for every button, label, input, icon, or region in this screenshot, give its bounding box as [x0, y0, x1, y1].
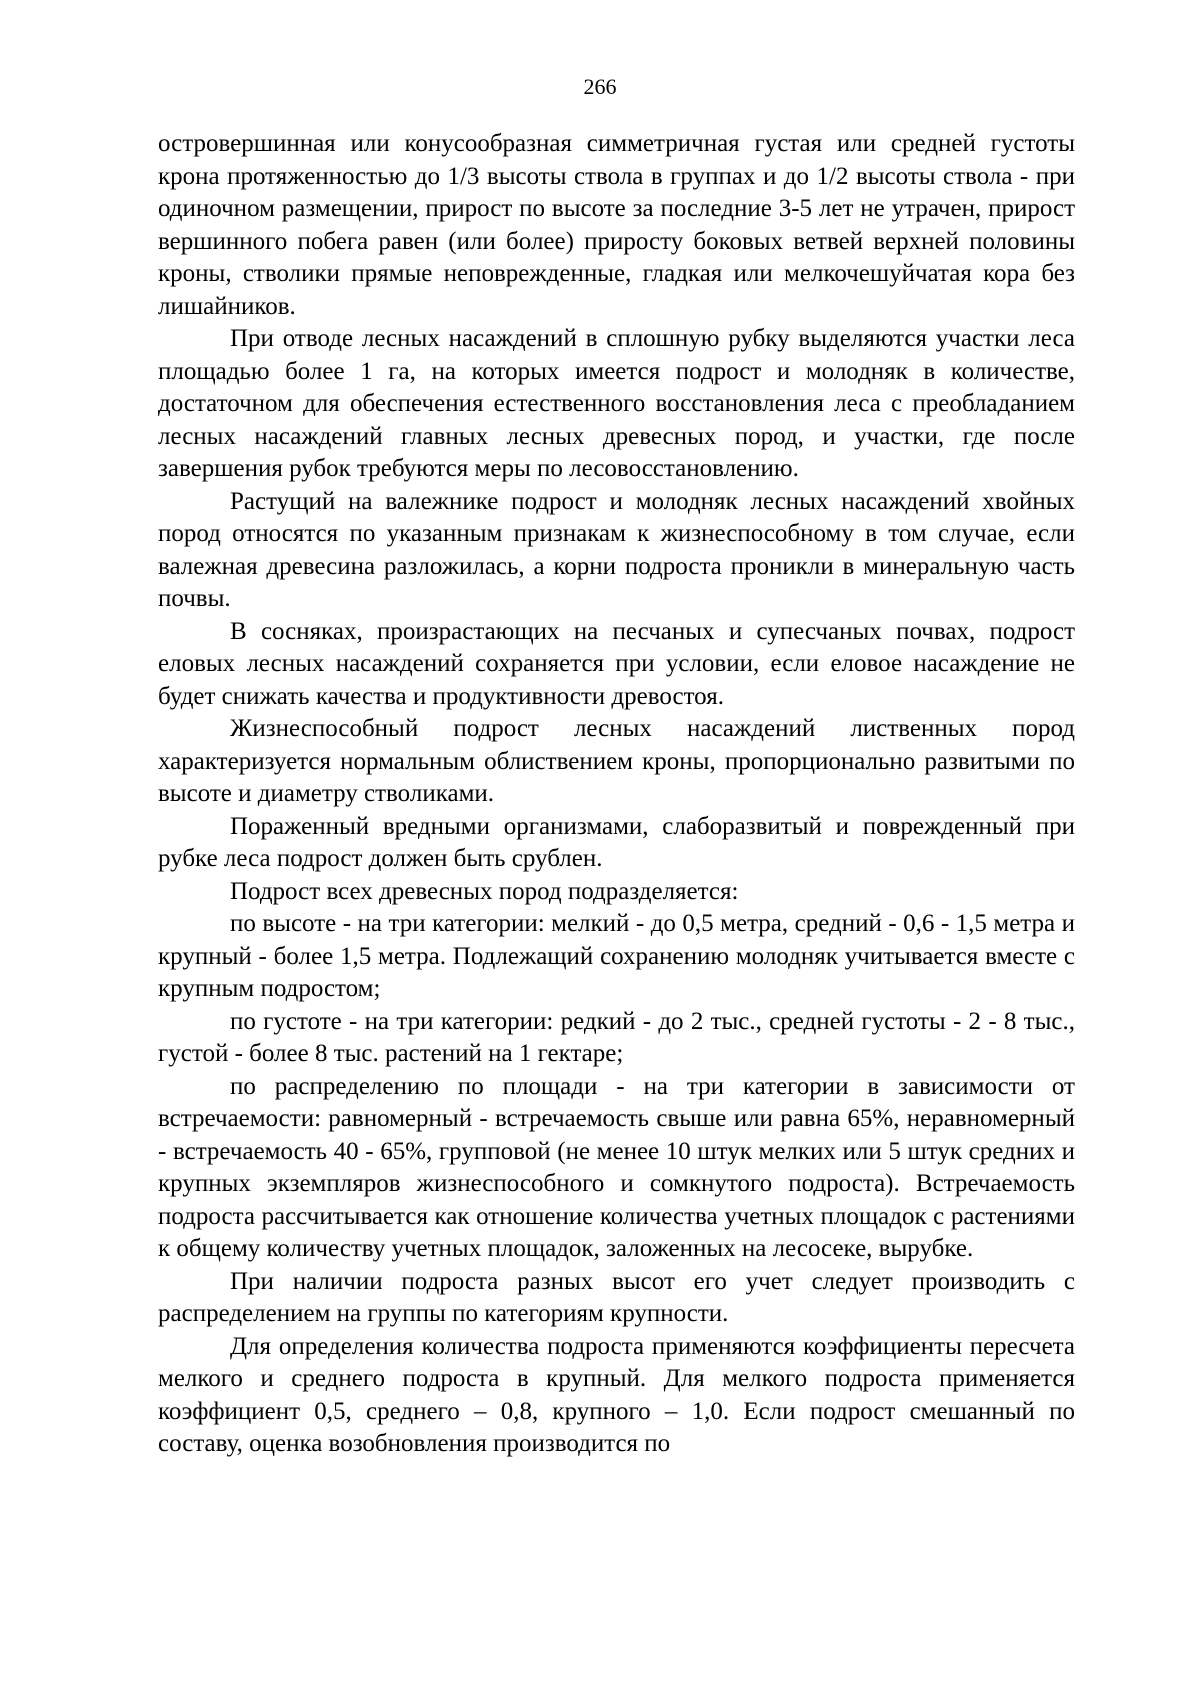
paragraph-by-distribution: по распределению по площади - на три категории в зависимости от встречаемости: равномерный - встречаемость свыше или равна 65%, неравномерный - встречаемость 40 - 65%, групповой (не менее 10 штук мелких или 5 штук средних и крупных экземпляров жизнеспособного и сомкнутого подроста). Встречаемость подроста рассчитывается как отношение количества учетных площадок с растениями к общему количеству учетных площадок, заложенных на лесосеке, вырубке. — [158, 1072, 1075, 1262]
paragraph-damaged-growth: Пораженный вредными организмами, слаборазвитый и поврежденный при рубке леса подрост должен быть срублен. — [158, 812, 1075, 872]
paragraph-deciduous-growth: Жизнеспособный подрост лесных насаждений лиственных пород характеризуется нормальным облиствением кроны, пропорционально развитыми по высоте и диаметру стволиками. — [158, 715, 1075, 807]
body-text — [158, 128, 1075, 1461]
paragraph-deadwood-growth: Растущий на валежнике подрост и молодняк лесных насаждений хвойных пород относятся по указанным признакам к жизнеспособному в том случае, если валежная древесина разложилась, а корни подроста проникли в минеральную часть почвы. — [158, 487, 1075, 612]
paragraph-classification-intro: Подрост всех древесных пород подразделяется: — [230, 877, 739, 905]
paragraph-by-height: по высоте - на три категории: мелкий - до 0,5 метра, средний - 0,6 - 1,5 метра и крупный - более 1,5 метра. Подлежащий сохранению молодняк учитывается вместе с крупным подростом; — [158, 910, 1075, 1002]
paragraph-mixed-heights: При наличии подроста разных высот его учет следует производить с распределением на группы по категориям крупности. — [158, 1267, 1075, 1327]
paragraph-by-density: по густоте - на три категории: редкий - до 2 тыс., средней густоты - 2 - 8 тыс., густой - более 8 тыс. растений на 1 гектаре; — [158, 1007, 1075, 1067]
paragraph-pine-forests: В сосняках, произрастающих на песчаных и супесчаных почвах, подрост еловых лесных насаждений сохраняется при условии, если еловое насаждение не будет снижать качества и продуктивности древостоя. — [158, 617, 1075, 710]
paragraph-clear-cutting: При отводе лесных насаждений в сплошную рубку выделяются участки леса площадью более 1 га, на которых имеется подрост и молодняк в количестве, достаточном для обеспечения естественного восстановления леса с преобладанием лесных насаждений главных лесных древесных пород, и участки, где после завершения рубок требуются меры по лесовосстановлению. — [158, 325, 1075, 482]
page-number: 266 — [583, 74, 617, 99]
paragraph-coefficients: Для определения количества подроста применяются коэффициенты пересчета мелкого и среднего подроста в крупный. Для мелкого подроста применяется коэффициент 0,5, среднего – 0,8, крупного – 1,0. Если подрост смешанный по составу, оценка возобновления производится по — [158, 1332, 1075, 1457]
paragraph-crown-description: островершинная или конусообразная симметричная густая или средней густоты крона протяженностью до 1/3 высоты ствола в группах и до 1/2 высоты ствола - при одиночном размещении, прирост по высоте за последние 3-5 лет не утрачен, прирост вершинного побега равен (или более) приросту боковых ветвей верхней половины кроны, стволики прямые неповрежденные, гладкая или мелкочешуйчатая кора без лишайников. — [158, 130, 1075, 320]
